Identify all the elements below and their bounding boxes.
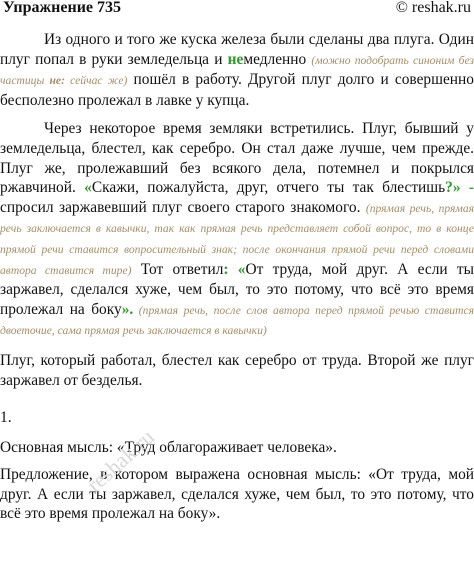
hint-annotation: (прямая речь, прямая речь заключается в кавычки, так как прямая речь представляет собой вопрос, то в конце прямой речи ставится вопросительный знак; после окончания прямой речи перед словами автора ставится тире) <box>0 201 474 277</box>
text-segment: Скажи, пожалуйста, друг, отчего ты так блестишь <box>91 179 446 197</box>
main-idea: Основная мысль: «Труд облагораживает человека». <box>0 438 337 456</box>
text-segment: медленно <box>243 50 312 68</box>
text-segment: Тот ответил <box>131 260 224 278</box>
text-segment: Из одного и того же куска железа были сделаны два плуга. Один плуг попал в руки земледельца и <box>0 31 474 68</box>
text-segment: пошёл в работу. Другой плуг долго и совершенно бесполезно пролежал в лавке у купца. <box>0 71 474 109</box>
text-segment: спросил заржавевший плуг своего старого знакомого. <box>0 198 366 216</box>
site-credit[interactable]: © reshak.ru <box>395 0 471 16</box>
hint-ne: не: <box>49 74 65 88</box>
quote-mark: « <box>84 179 92 197</box>
quote-mark: ». <box>121 300 134 318</box>
colon-quote: : « <box>223 260 246 278</box>
watermark: reshak.ru <box>81 424 159 498</box>
paragraph-1 <box>0 30 474 110</box>
quote-mark: ?» - <box>445 179 474 197</box>
paragraph-2 <box>0 119 474 341</box>
exercise-text <box>0 30 474 524</box>
paragraph-3: Плуг, который работал, блестел как серебро от труда. Второй же плуг заржавел от безделья. <box>0 351 474 389</box>
hint-text: сейчас же) <box>64 74 128 88</box>
text-segment: От труда, мой друг. А если ты заржавел, сделался хуже, чем был, то это потому, что всё это время пролежал на боку <box>0 260 474 318</box>
exercise-title: Упражнение 735 <box>3 0 122 16</box>
item-number: 1. <box>0 409 12 427</box>
main-idea-sentence: Предложение, в котором выражена основная мысль: «От труда, мой друг. А если ты заржавел, сделался хуже, чем был, то это потому, что всё это время пролежал на боку». <box>0 466 474 523</box>
page-header <box>0 0 474 20</box>
hint-annotation: (прямая речь, после слов автора перед прямой речью ставится двоеточие, сама прямая речь заключается в кавычки) <box>0 303 474 338</box>
highlight-ne: не <box>227 50 244 68</box>
hint-text: (можно подобрать синоним без частицы <box>0 53 474 88</box>
text-segment: Через некоторое время земляки встретились. Плуг, бывший у земледельца, блестел, как серебро. Он стал даже лучше, чем прежде. Плуг же, пролежавший без всякого дела, потемнел и покрылся ржавчиной. <box>0 120 474 197</box>
